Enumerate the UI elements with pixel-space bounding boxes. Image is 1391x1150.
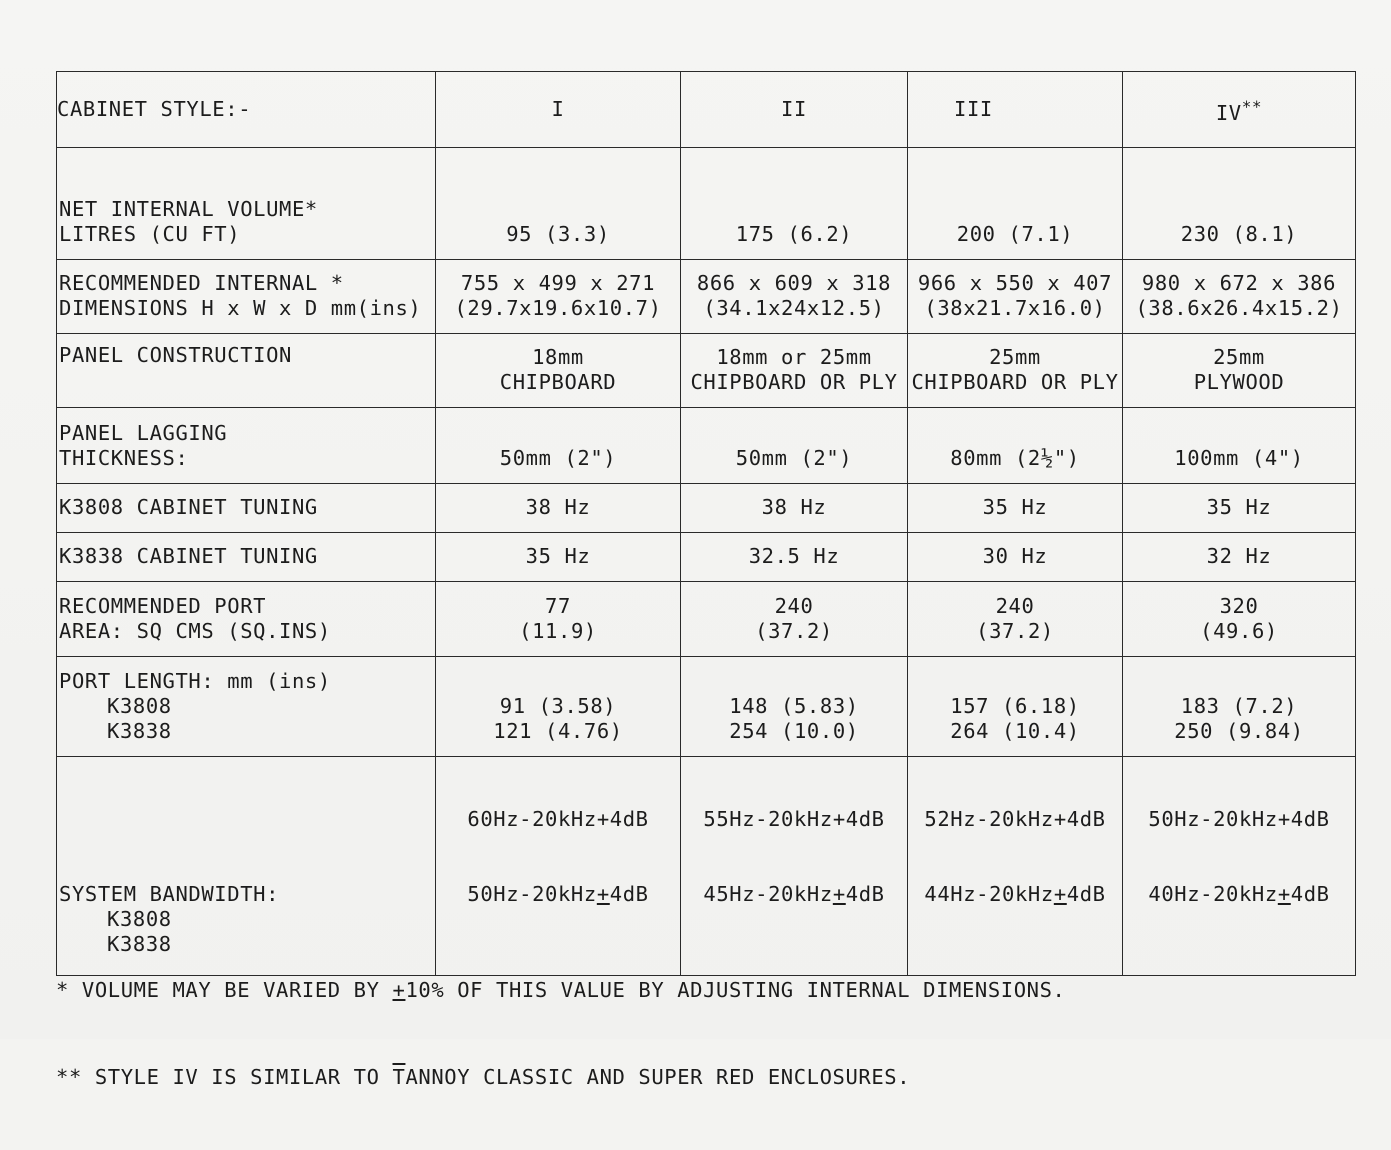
port-length-i <box>436 657 681 757</box>
volume-label-line2: LITRES (CU FT) <box>59 222 241 246</box>
port-area-in: (49.6) <box>1200 619 1278 643</box>
footnote-style-iv-t: $\overline{T}$ <box>392 1065 406 1089</box>
bw-range: 50Hz-20kHz <box>1148 807 1278 831</box>
footnote-volume <box>56 976 1066 1005</box>
panel-material: CHIPBOARD OR PLY <box>911 370 1119 394</box>
bw-plusminus: + <box>1277 882 1291 906</box>
dimensions-ins: (38x21.7x16.0) <box>924 296 1106 320</box>
dimensions-ii <box>681 260 908 334</box>
port-length-k3838: 121 (4.76) <box>493 719 623 743</box>
bw-tolerance: 4dB <box>1290 807 1330 831</box>
k3808-tuning-iv: 35 Hz <box>1123 484 1356 533</box>
style-iv-header <box>1123 72 1356 148</box>
footnote-volume-plusminus: + <box>392 978 406 1002</box>
row-panel-lagging <box>57 408 1356 484</box>
lagging-ii: 50mm (2") <box>681 408 908 484</box>
row-dimensions <box>57 260 1356 334</box>
k3808-tuning-ii: 38 Hz <box>681 484 908 533</box>
volume-ii: 175 (6.2) <box>681 148 908 260</box>
port-area-cm: 77 <box>545 594 571 618</box>
row-port-area <box>57 582 1356 657</box>
bw-tolerance: 4dB <box>609 882 649 906</box>
port-length-k3808: 183 (7.2) <box>1180 694 1298 718</box>
dimensions-ins: (38.6x26.4x15.2) <box>1135 296 1343 320</box>
bw-tolerance: 4dB <box>845 882 885 906</box>
style-i-header <box>436 72 681 148</box>
row-k3808-tuning <box>57 484 1356 533</box>
bw-plusminus: + <box>1053 807 1067 831</box>
k3838-tuning-label: K3838 CABINET TUNING <box>57 533 436 582</box>
cabinet-spec-table <box>56 71 1356 976</box>
dimensions-label <box>57 260 436 334</box>
port-length-title: PORT LENGTH: mm (ins) <box>59 669 331 693</box>
bw-range: 60Hz-20kHz <box>467 807 597 831</box>
k3838-tuning-iii: 30 Hz <box>908 533 1123 582</box>
bw-range: 52Hz-20kHz <box>924 807 1054 831</box>
port-length-iii <box>908 657 1123 757</box>
lagging-i: 50mm (2") <box>436 408 681 484</box>
row-panel-construction <box>57 334 1356 408</box>
bandwidth-k3838 <box>1123 882 1355 907</box>
bw-tolerance: 4dB <box>1066 882 1106 906</box>
dimensions-ins: (34.1x24x12.5) <box>703 296 885 320</box>
bandwidth-k3838 <box>436 882 680 907</box>
port-area-cm: 240 <box>995 594 1035 618</box>
dimensions-mm: 755 x 499 x 271 <box>460 271 656 295</box>
bw-range: 50Hz-20kHz <box>467 882 597 906</box>
port-length-k3808: 91 (3.58) <box>499 694 617 718</box>
port-length-k3838: 264 (10.4) <box>950 719 1080 743</box>
bw-range: 45Hz-20kHz <box>703 882 833 906</box>
dimensions-ins: (29.7x19.6x10.7) <box>454 296 662 320</box>
footnote-volume-pre: * VOLUME MAY BE VARIED BY <box>56 978 393 1002</box>
lagging-iii: 80mm (2½") <box>908 408 1123 484</box>
bandwidth-k3808 <box>681 807 907 832</box>
bw-plusminus: + <box>596 807 610 831</box>
row-net-volume <box>57 148 1356 260</box>
footnote-style-iv <box>56 1063 1066 1092</box>
dimensions-label-line1: RECOMMENDED INTERNAL * <box>59 271 344 295</box>
port-length-k3838: 250 (9.84) <box>1174 719 1304 743</box>
panel-label: PANEL CONSTRUCTION <box>57 334 436 408</box>
panel-ii <box>681 334 908 408</box>
style-iii-label: III <box>954 97 993 121</box>
port-area-in: (37.2) <box>976 619 1054 643</box>
bandwidth-sub-k3838: K3838 <box>107 932 172 956</box>
panel-material: CHIPBOARD OR PLY <box>690 370 898 394</box>
style-iv-footnote-mark: ** <box>1241 96 1263 116</box>
port-area-cm: 240 <box>774 594 814 618</box>
volume-iv: 230 (8.1) <box>1123 148 1356 260</box>
bandwidth-k3808 <box>436 807 680 832</box>
dimensions-mm: 866 x 609 x 318 <box>696 271 892 295</box>
port-length-sub-k3838: K3838 <box>107 719 172 743</box>
port-area-iv <box>1123 582 1356 657</box>
bandwidth-k3838 <box>908 882 1122 907</box>
port-area-iii <box>908 582 1123 657</box>
panel-iii <box>908 334 1123 408</box>
bw-tolerance: 4dB <box>845 807 885 831</box>
row-port-length <box>57 657 1356 757</box>
panel-i <box>436 334 681 408</box>
bw-tolerance: 4dB <box>609 807 649 831</box>
bandwidth-k3808 <box>908 807 1122 832</box>
panel-thickness: 25mm <box>1213 345 1265 369</box>
volume-iii: 200 (7.1) <box>908 148 1123 260</box>
panel-iv <box>1123 334 1356 408</box>
panel-material: CHIPBOARD <box>499 370 617 394</box>
port-area-in: (11.9) <box>519 619 597 643</box>
k3838-tuning-iv: 32 Hz <box>1123 533 1356 582</box>
bw-plusminus: + <box>832 807 846 831</box>
volume-label <box>57 148 436 260</box>
footnote-style-iv-post: ANNOY CLASSIC AND SUPER RED ENCLOSURES. <box>405 1065 911 1089</box>
bw-tolerance: 4dB <box>1066 807 1106 831</box>
port-length-k3808: 148 (5.83) <box>729 694 859 718</box>
panel-thickness: 18mm or 25mm <box>716 345 872 369</box>
style-ii-header <box>681 72 908 148</box>
lagging-label-line1: PANEL LAGGING <box>59 421 228 445</box>
bw-plusminus: + <box>832 882 846 906</box>
port-length-ii <box>681 657 908 757</box>
k3808-tuning-label: K3808 CABINET TUNING <box>57 484 436 533</box>
port-area-label-line1: RECOMMENDED PORT <box>59 594 267 618</box>
style-iii-header <box>908 72 1123 148</box>
dimensions-iv <box>1123 260 1356 334</box>
bw-range: 40Hz-20kHz <box>1148 882 1278 906</box>
volume-i: 95 (3.3) <box>436 148 681 260</box>
volume-label-line1: NET INTERNAL VOLUME* <box>59 197 318 221</box>
bandwidth-sub-k3808: K3808 <box>107 907 172 931</box>
row-k3838-tuning <box>57 533 1356 582</box>
k3838-tuning-i: 35 Hz <box>436 533 681 582</box>
panel-thickness: 25mm <box>989 345 1041 369</box>
port-length-label <box>57 657 436 757</box>
port-length-iv <box>1123 657 1356 757</box>
port-area-cm: 320 <box>1219 594 1259 618</box>
header-label: CABINET STYLE:- <box>57 72 436 148</box>
style-iv-label: IV <box>1215 100 1242 125</box>
panel-material: PLYWOOD <box>1193 370 1285 394</box>
lagging-iv: 100mm (4") <box>1123 408 1356 484</box>
port-area-i <box>436 582 681 657</box>
style-i-label: I <box>551 97 565 121</box>
footnotes <box>56 918 1066 1150</box>
k3808-tuning-iii: 35 Hz <box>908 484 1123 533</box>
bw-range: 44Hz-20kHz <box>924 882 1054 906</box>
bandwidth-k3808 <box>1123 807 1355 832</box>
port-area-ii <box>681 582 908 657</box>
panel-thickness: 18mm <box>532 345 584 369</box>
header-row <box>57 72 1356 148</box>
k3808-tuning-i: 38 Hz <box>436 484 681 533</box>
port-area-in: (37.2) <box>755 619 833 643</box>
bandwidth-k3838 <box>681 882 907 907</box>
dimensions-iii <box>908 260 1123 334</box>
dimensions-label-line2: DIMENSIONS H x W x D mm(ins) <box>59 296 422 320</box>
port-length-k3808: 157 (6.18) <box>950 694 1080 718</box>
lagging-label-line2: THICKNESS: <box>59 446 189 470</box>
bw-range: 55Hz-20kHz <box>703 807 833 831</box>
bw-plusminus: + <box>596 882 610 906</box>
dimensions-i <box>436 260 681 334</box>
k3838-tuning-ii: 32.5 Hz <box>681 533 908 582</box>
lagging-label <box>57 408 436 484</box>
dimensions-mm: 966 x 550 x 407 <box>917 271 1113 295</box>
bw-tolerance: 4dB <box>1290 882 1330 906</box>
style-ii-label: II <box>781 97 807 121</box>
bw-plusminus: + <box>1053 882 1067 906</box>
dimensions-mm: 980 x 672 x 386 <box>1141 271 1337 295</box>
port-length-k3838: 254 (10.0) <box>729 719 859 743</box>
bandwidth-title: SYSTEM BANDWIDTH: <box>59 882 280 906</box>
port-length-sub-k3808: K3808 <box>107 694 172 718</box>
bw-plusminus: + <box>1277 807 1291 831</box>
bandwidth-iv <box>1123 757 1356 976</box>
port-area-label-line2: AREA: SQ CMS (SQ.INS) <box>59 619 331 643</box>
footnote-volume-post: 10% OF THIS VALUE BY ADJUSTING INTERNAL DIMENSIONS. <box>405 978 1066 1002</box>
footnote-style-iv-pre: ** STYLE IV IS SIMILAR TO <box>56 1065 393 1089</box>
port-area-label <box>57 582 436 657</box>
